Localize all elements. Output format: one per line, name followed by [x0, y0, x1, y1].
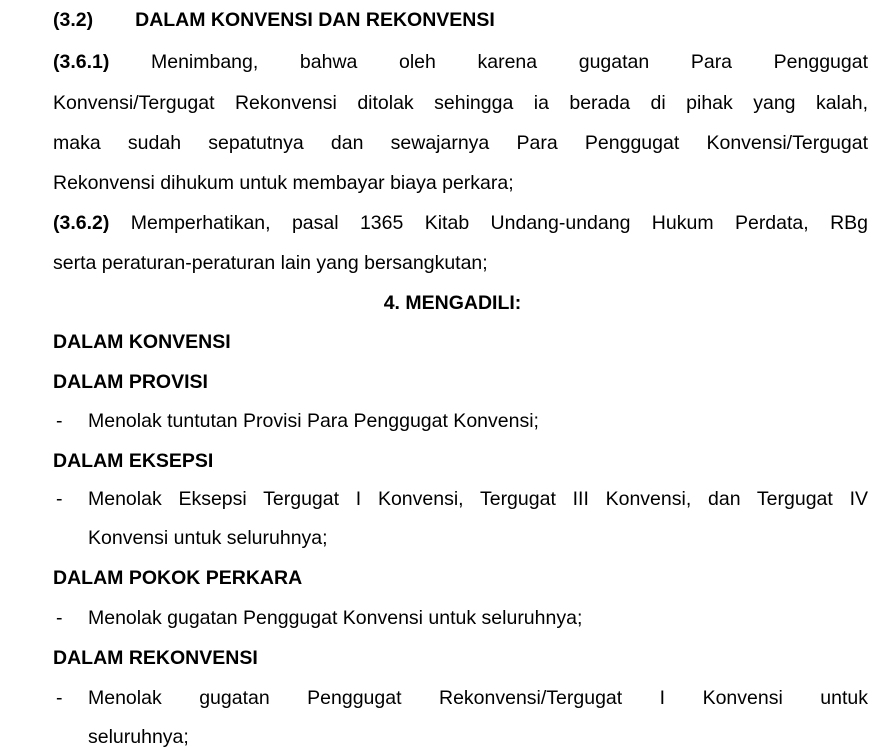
paragraph-362-line-2: serta peraturan-peraturan lain yang bersangkutan;	[53, 252, 488, 274]
section-number: (3.2)	[53, 9, 94, 31]
paragraph-361-line-3: maka sudah sepatutnya dan sewajarnya Para Penggugat Konvensi/Tergugat	[53, 132, 868, 154]
paragraph-361-line-4: Rekonvensi dihukum untuk membayar biaya perkara;	[53, 172, 514, 194]
section-title: DALAM KONVENSI DAN REKONVENSI	[135, 9, 495, 31]
provisi-heading: DALAM PROVISI	[53, 371, 208, 393]
verdict-title: 4. MENGADILI:	[383, 292, 522, 314]
rekonvensi-item-line-1: Menolak gugatan Penggugat Rekonvensi/Tergugat I Konvensi untuk	[88, 687, 868, 709]
provisi-item: Menolak tuntutan Provisi Para Penggugat Konvensi;	[88, 410, 539, 432]
eksepsi-item-line-2: Konvensi untuk seluruhnya;	[88, 527, 328, 549]
paragraph-362-text-1: Memperhatikan, pasal 1365 Kitab Undang-undang Hukum Perdata, RBg	[130, 212, 868, 234]
pokok-perkara-heading: DALAM POKOK PERKARA	[53, 567, 303, 589]
paragraph-362-number: (3.6.2)	[53, 212, 110, 234]
rekonvensi-item-line-2: seluruhnya;	[88, 726, 189, 748]
paragraph-361-number: (3.6.1)	[53, 51, 110, 73]
paragraph-362-line-1	[53, 211, 868, 235]
paragraph-361-text-1: Menimbang, bahwa oleh karena gugatan Para Penggugat	[150, 51, 868, 73]
section-heading	[53, 8, 495, 32]
konvensi-heading: DALAM KONVENSI	[53, 331, 231, 353]
pokok-perkara-item: Menolak gugatan Penggugat Konvensi untuk seluruhnya;	[88, 607, 583, 629]
eksepsi-item-line-1: Menolak Eksepsi Tergugat I Konvensi, Tergugat III Konvensi, dan Tergugat IV	[88, 488, 868, 510]
rekonvensi-dash: -	[56, 687, 63, 709]
provisi-dash: -	[56, 410, 63, 432]
paragraph-361-line-1	[53, 50, 868, 74]
pokok-perkara-dash: -	[56, 607, 63, 629]
eksepsi-dash: -	[56, 488, 63, 510]
rekonvensi-heading: DALAM REKONVENSI	[53, 647, 258, 669]
eksepsi-heading: DALAM EKSEPSI	[53, 450, 214, 472]
paragraph-361-line-2: Konvensi/Tergugat Rekonvensi ditolak sehingga ia berada di pihak yang kalah,	[53, 92, 868, 114]
